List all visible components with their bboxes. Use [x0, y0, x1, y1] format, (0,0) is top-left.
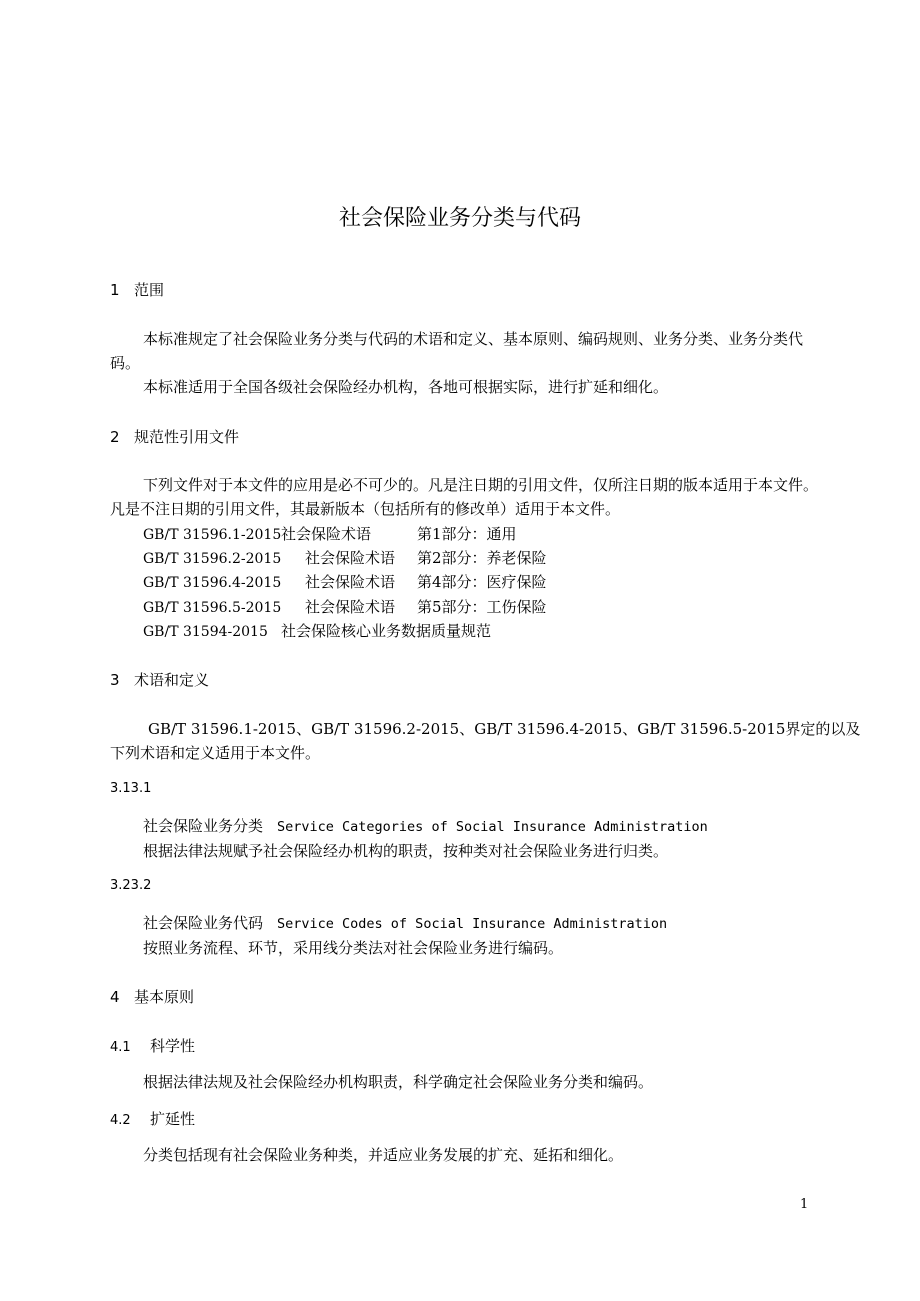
- section-3-heading: [110, 669, 209, 690]
- reference-item: GB/T 31596.1-2015社会保险术语 第1部分：通用: [143, 525, 517, 543]
- section-title: 规范性引用文件: [134, 428, 240, 446]
- term-number: 3.13.1: [110, 781, 152, 796]
- reference-item: GB/T 31594-2015 社会保险核心业务数据质量规范: [143, 622, 492, 640]
- paragraph: 凡是不注日期的引用文件，其最新版本（包括所有的修改单）适用于本文件。: [110, 500, 621, 518]
- paragraph: 下列术语和定义适用于本文件。: [110, 744, 321, 762]
- document-title: 社会保险业务分类与代码: [338, 206, 581, 231]
- paragraph: 本标准适用于全国各级社会保险经办机构，各地可根据实际，进行扩延和细化。: [143, 378, 669, 396]
- section-number: 4: [110, 988, 120, 1006]
- reference-item: GB/T 31596.5-2015 社会保险术语 第5部分：工伤保险: [143, 598, 547, 616]
- subsection-4-2-heading: 4.2 扩延性: [110, 1110, 196, 1128]
- paragraph: 分类包括现有社会保险业务种类，并适应业务发展的扩充、延拓和细化。: [143, 1146, 624, 1164]
- term-definition: 根据法律法规赋予社会保险经办机构的职责，按种类对社会保险业务进行归类。: [143, 842, 669, 860]
- section-title: 范围: [134, 281, 165, 299]
- term-entry: [143, 815, 708, 836]
- paragraph: 下列文件对于本文件的应用是必不可少的。凡是注日期的引用文件，仅所注日期的版本适用于本文件。: [143, 476, 819, 494]
- term-chinese: 社会保险业务分类: [143, 817, 264, 835]
- paragraph: 根据法律法规及社会保险经办机构职责，科学确定社会保险业务分类和编码。: [143, 1073, 654, 1091]
- section-4-heading: [110, 986, 194, 1007]
- term-chinese: 社会保险业务代码: [143, 914, 264, 932]
- reference-item: GB/T 31596.2-2015 社会保险术语 第2部分：养老保险: [143, 549, 547, 567]
- paragraph: 码。: [110, 354, 141, 372]
- reference-item: GB/T 31596.4-2015 社会保险术语 第4部分：医疗保险: [143, 573, 547, 591]
- term-entry: [143, 912, 667, 933]
- section-2-heading: [110, 426, 239, 447]
- term-english: Service Categories of Social Insurance Administration: [277, 819, 708, 835]
- section-title: 术语和定义: [134, 671, 210, 689]
- section-number: 1: [110, 281, 120, 299]
- paragraph: GB/T 31596.1-2015、GB/T 31596.2-2015、GB/T 31596.4-2015、GB/T 31596.5-2015界定的以及: [148, 720, 861, 738]
- term-english: Service Codes of Social Insurance Administration: [277, 916, 668, 932]
- section-title: 基本原则: [134, 988, 195, 1006]
- page-number: 1: [800, 1197, 809, 1212]
- section-1-heading: [110, 279, 164, 300]
- term-definition: 按照业务流程、环节，采用线分类法对社会保险业务进行编码。: [143, 939, 564, 957]
- section-number: 2: [110, 428, 120, 446]
- term-number: 3.23.2: [110, 878, 152, 893]
- paragraph: 本标准规定了社会保险业务分类与代码的术语和定义、基本原则、编码规则、业务分类、业务分类代: [143, 330, 804, 348]
- section-number: 3: [110, 671, 120, 689]
- subsection-4-1-heading: 4.1 科学性: [110, 1037, 196, 1055]
